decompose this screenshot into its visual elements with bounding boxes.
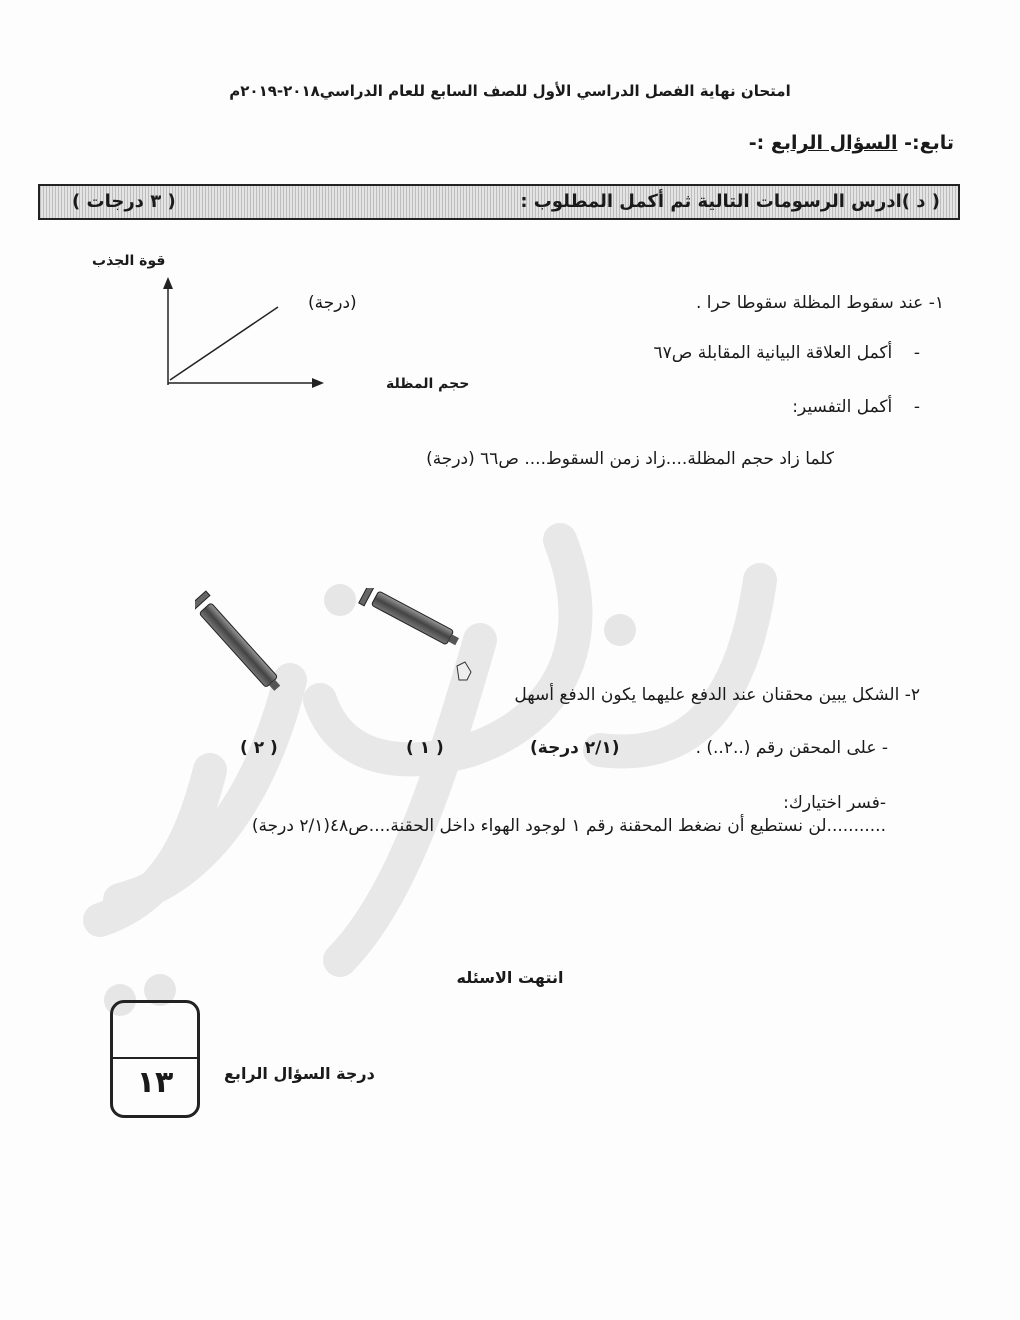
graph-y-label: قوة الجذب (92, 253, 166, 269)
section-title-bar (38, 184, 960, 220)
section-marks: ( ٣ درجات ) (72, 191, 176, 212)
item2-statement: ٢- الشكل يبين محقنان عند الدفع عليهما يكون الدفع أسهل (514, 685, 920, 705)
syringes-illustration (195, 588, 495, 708)
graph-x-label: حجم المظلة (386, 376, 470, 392)
y-axis-arrow (163, 277, 173, 289)
question-name: السؤال الرابع (770, 132, 898, 154)
section-title: ( د )ادرس الرسومات التالية ثم أكمل المطلوب : (520, 191, 940, 212)
item1-mark: (درجة) (308, 293, 357, 313)
syringe-label-2: ( ٢ ) (240, 738, 278, 758)
syringe-label-1: ( ١ ) (406, 738, 444, 758)
syringe-1-icon (359, 588, 463, 652)
item2-explain-answer: ...........لن نستطيع أن نضغط المحقنة رقم ١ لوجود الهواء داخل الحقنة....ص٤٨(٢/١ درجة) (251, 816, 886, 836)
task-bullet: - (892, 343, 920, 363)
x-axis-arrow (312, 378, 324, 388)
item2-choice-mark: (٢/١ درجة) (530, 738, 620, 758)
continued-suffix: :- (748, 132, 765, 154)
item1-task-explain (792, 397, 920, 417)
score-value: ١٣ (136, 1065, 174, 1100)
task-bullet: - (892, 397, 920, 417)
score-divider (113, 1057, 197, 1059)
item1-answer: كلما زاد حجم المظلة....زاد زمن السقوط.... ص٦٦ (درجة) (426, 449, 834, 469)
item1-statement: ١- عند سقوط المظلة سقوطا حرا . (695, 293, 944, 313)
score-label: درجة السؤال الرابع (224, 1064, 375, 1083)
relationship-line (170, 307, 278, 380)
finger-icon (457, 662, 471, 680)
item2-choice-line: - على المحقن رقم (..٢..) . (695, 738, 888, 758)
continued-prefix: تابع:- (904, 132, 954, 154)
score-box (110, 1000, 200, 1118)
exam-header: امتحان نهاية الفصل الدراسي الأول للصف السابع للعام الدراسي٢٠١٨-٢٠١٩م (229, 82, 791, 100)
item2-explain-label: -فسر اختيارك: (783, 793, 886, 813)
task-graph-text: أكمل العلاقة البيانية المقابلة ص٦٧ (653, 343, 893, 363)
item1-task-graph (654, 343, 921, 363)
task-explain-text: أكمل التفسير: (792, 397, 893, 417)
syringe-2-icon (195, 591, 286, 696)
end-of-questions: انتهت الاسئله (456, 968, 564, 987)
continued-question-heading (749, 132, 954, 154)
